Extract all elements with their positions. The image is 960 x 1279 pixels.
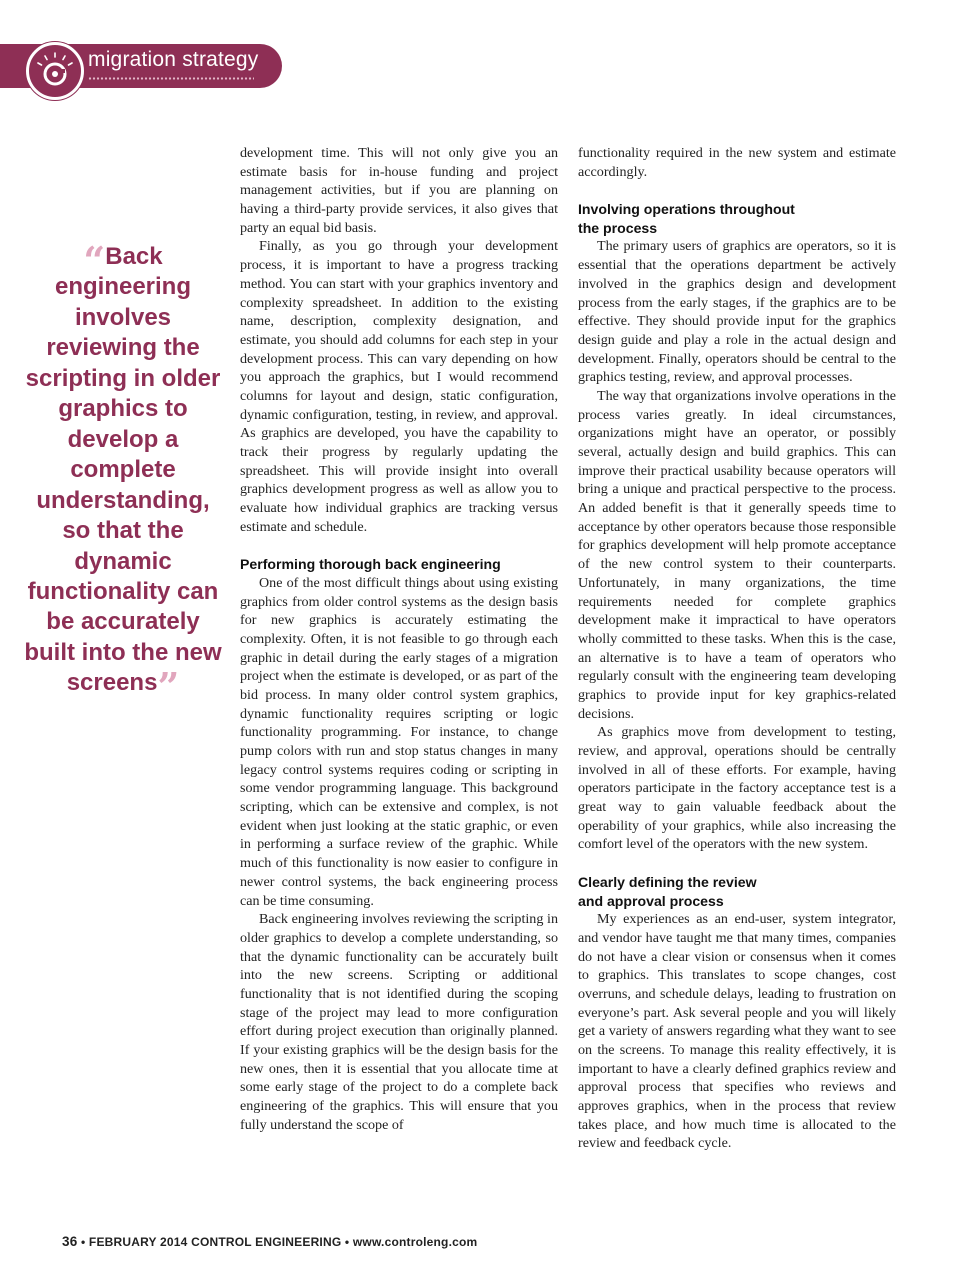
footer-bullet: • bbox=[80, 1235, 86, 1249]
publication-name: CONTROL ENGINEERING bbox=[191, 1235, 342, 1249]
subheading bbox=[578, 200, 896, 237]
close-quote-mark: ” bbox=[157, 664, 180, 710]
subheading: Performing thorough back engineering bbox=[240, 556, 501, 573]
paragraph: The way that organizations involve operations in the process varies greatly. In ideal circumstances, organizations might have an operator, or possibly several, actually design and build graphics. This can improve their practical usability because operators will bring a unique and practical perspective to the process. An added benefit is that it generally speeds time to acceptance by other operators because those responsible for graphics development will help promote acceptance of the new control system to their counterparts. Unfortunately, in many organizations, the time requirements needed for complete graphics development make it impractical to have operators wholly committed to these tasks. When this is the case, an alternative is to have a team of operators who regularly consult with the engineering team developing graphics to provide input for key graphics-related decisions. bbox=[578, 387, 896, 722]
subheading bbox=[578, 873, 896, 910]
paragraph: functionality required in the new system and estimate accordingly. bbox=[578, 145, 896, 180]
subheading-line: the process bbox=[578, 219, 658, 236]
footer-bullet: • bbox=[344, 1235, 350, 1249]
article-column-1 bbox=[240, 144, 558, 1134]
pull-quote bbox=[24, 238, 222, 710]
paragraph: As graphics move from development to testing, review, and approval, operations should be centrally involved in all of these efforts. For example, having operators participate in the factory acceptance test is a great way to gain valuable feedback about the operability of your graphics, while also increasing the comfort level of the operators with the new system. bbox=[578, 724, 896, 853]
section-title: migration strategy bbox=[88, 48, 259, 71]
subheading-line: Clearly defining the review bbox=[578, 873, 757, 890]
paragraph: Back engineering involves reviewing the scripting in older graphics to develop a complete understanding, so that the dynamic functionality can be accurately built into the new screens. Scripting or additional functionality that is not identified during the scoping stage of the project may lead to more configuration effort during project execution than originally planned. If your existing graphics will be the design basis for the new ones, then it is essential that you allocate time at some early stage of the project to do a complete back engineering of the graphics. This will ensure that you fully understand the scope of bbox=[240, 911, 558, 1133]
page-footer bbox=[62, 1234, 477, 1249]
paragraph: Finally, as you go through your development process, it is important to have a progress tracking method. You can start with your graphics inventory and complexity spreadsheet. In addition to the existing name, description, complexity designation, and estimate, you should add columns for each step in your development process. This can vary depending on how you approach the graphics, but I would recommend columns for layout and design, static configuration, dynamic configuration, testing, in review, and approval. As graphics are developed, you have the capability to track their progress by regularly updating the spreadsheet. This will provide insight into overall graphics development progress as well as allow you to evaluate how individual graphics are tracking versus estimate and schedule. bbox=[240, 238, 558, 535]
subheading-line: and approval process bbox=[578, 892, 724, 909]
open-quote-mark: “ bbox=[83, 238, 106, 283]
paragraph: development time. This will not only give you an estimate basis for in-house funding and project management activities, but if you are planning on having a third-party provide services, it also gives that party an equal bid basis. bbox=[240, 145, 558, 236]
issue-date: FEBRUARY 2014 bbox=[88, 1235, 188, 1249]
page-number: 36 bbox=[62, 1234, 78, 1249]
gauge-logo-icon bbox=[26, 42, 84, 100]
paragraph: The primary users of graphics are operators, so it is essential that the operations department be actively involved in the graphics design and development process from the early stages, if the graphics are to be effective. They should provide input for the graphics design guide and play a role in the actual design and development. Finally, operators should be central to the graphics testing, review, and approval processes. bbox=[578, 238, 896, 386]
article-column-2 bbox=[578, 144, 896, 1153]
pull-quote-text: Back engineering involves reviewing the scripting in older graphics to develop a complete understanding, so that the dynamic functionality can be accurately built into the new screens bbox=[24, 243, 222, 697]
paragraph: My experiences as an end-user, system integrator, and vendor have taught me that many times, companies do not have a clear vision or consensus when it comes to graphics. This translates to scope changes, cost overruns, and schedule delays, leading to frustration on everyone’s part. Ask several people and you will likely get a variety of answers regarding what they want to see on the screens. To manage this reality effectively, it is important to have a clearly defined graphics review and approval process that specifies who reviews and approves graphics, when in the process that review takes place, and how much time is allocated to the review and feedback cycle. bbox=[578, 911, 896, 1152]
website-url: www.controleng.com bbox=[352, 1235, 478, 1249]
subheading-line: Involving operations throughout bbox=[578, 201, 795, 218]
title-underline-dots bbox=[88, 77, 254, 80]
paragraph: One of the most difficult things about using existing graphics from older control systems as the design basis for new graphics is accurately estimating the complexity. Often, it is not feasible to go through each graphic in detail during the early stages of a migration project when the estimate is developed, or as part of the bid process. In many older control system graphics, dynamic functionality requires scripting or logic functionality programming. For instance, to change pump colors with run and stop status changes in many legacy control systems requires coding or scripting in some vendor programming language. This background scripting, which can be extensive and complex, is not evident when just looking at the static graphic, or even in performing a surface review of the graphic. While much of this functionality is now easier to configure in newer control systems, the back engineering process can be time consuming. bbox=[240, 574, 558, 909]
